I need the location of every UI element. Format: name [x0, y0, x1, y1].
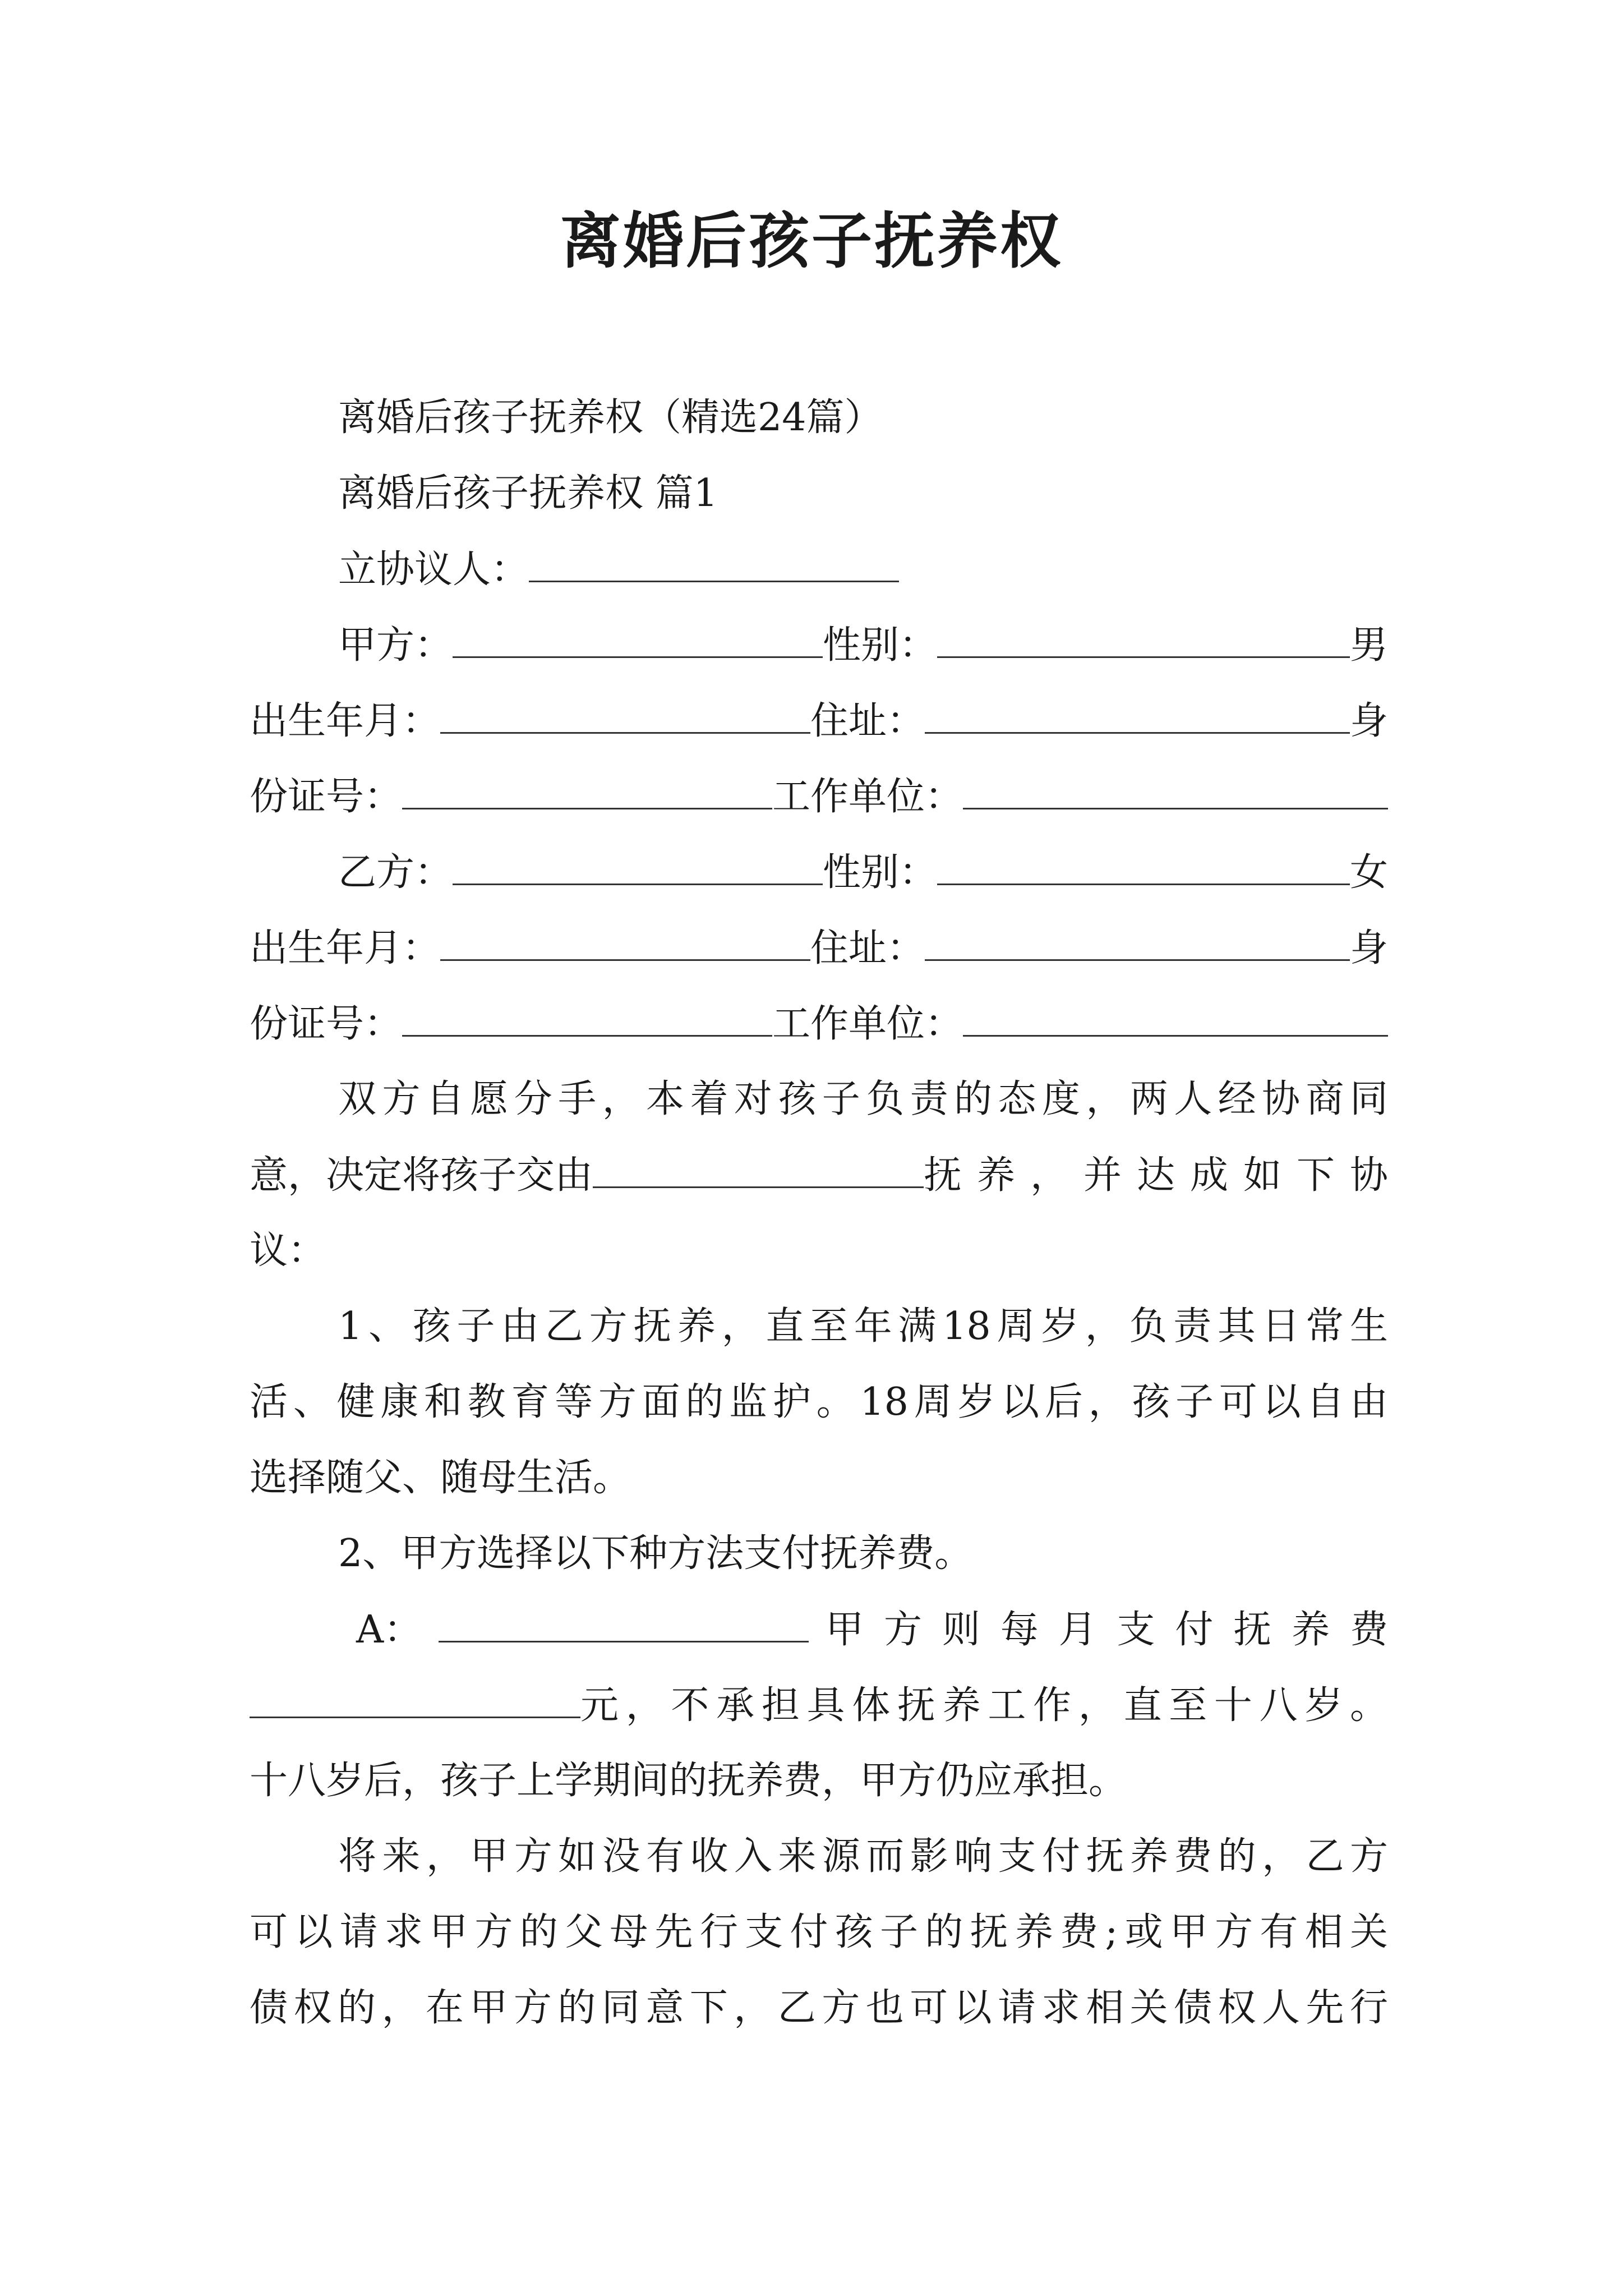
party-intro-label: 立协议人：	[338, 547, 529, 592]
clause1-line2: 活、健康和教育等方面的监护。18周岁以后，孩子可以自由	[250, 1380, 1388, 1424]
party-a-birth-blank[interactable]	[440, 693, 810, 734]
party-a-birth-label: 出生年月：	[250, 699, 441, 743]
party-a-work-label: 工作单位：	[772, 775, 963, 819]
party-a-birth-row	[250, 693, 1388, 749]
clause1-line1: 1、孩子由乙方抚养，直至年满18周岁，负责其日常生	[338, 1304, 1388, 1349]
future-line3: 债权的，在甲方的同意下，乙方也可以请求相关债权人先行	[250, 1986, 1388, 2030]
option-a-row	[250, 1602, 1388, 1658]
party-b-birth-row	[250, 920, 1388, 976]
party-b-gender-blank[interactable]	[937, 844, 1350, 885]
party-a-address-tail: 身	[1349, 699, 1388, 743]
clause2-line1: 2、甲方选择以下种方法支付抚养费。	[338, 1531, 973, 1576]
party-b-id-row	[250, 996, 1388, 1052]
document-title: 离婚后孩子抚养权	[560, 206, 1063, 277]
para1-line2-b: 抚养，并达成如下协	[924, 1153, 1388, 1198]
party-b-work-label: 工作单位：	[772, 1002, 963, 1046]
party-a-address-blank[interactable]	[925, 693, 1350, 734]
party-a-id-label: 份证号：	[250, 775, 403, 819]
party-a-id-row	[250, 769, 1388, 825]
party-a-gender-blank[interactable]	[937, 617, 1350, 658]
party-b-address-tail: 身	[1349, 926, 1388, 970]
option-a-line3: 十八岁后，孩子上学期间的抚养费，甲方仍应承担。	[250, 1759, 1127, 1803]
section-heading: 离婚后孩子抚养权 篇1	[338, 471, 718, 516]
para1-line2-a: 意，决定将孩子交由	[250, 1153, 593, 1198]
party-b-name-blank[interactable]	[453, 844, 823, 885]
monthly-amount-blank[interactable]	[250, 1677, 580, 1718]
party-b-work-blank[interactable]	[963, 996, 1388, 1037]
party-a-work-blank[interactable]	[963, 769, 1388, 809]
option-a-line2-b: 元，不承担具体抚养工作，直至十八岁。	[580, 1683, 1388, 1728]
para1-line2	[250, 1147, 1388, 1203]
party-b-gender-label: 性别：	[823, 850, 938, 895]
party-b-id-blank[interactable]	[402, 996, 772, 1037]
party-a-address-label: 住址：	[810, 699, 925, 743]
party-b-address-label: 住址：	[810, 926, 925, 970]
party-b-gender-tail: 女	[1349, 850, 1388, 895]
party-a-row	[250, 617, 1388, 673]
custodian-blank[interactable]	[593, 1147, 924, 1188]
clause1-line3: 选择随父、随母生活。	[250, 1456, 631, 1500]
party-b-address-blank[interactable]	[925, 920, 1350, 961]
para1-line1: 双方自愿分手，本着对孩子负责的态度，两人经协商同	[338, 1077, 1388, 1121]
party-b-id-label: 份证号：	[250, 1002, 403, 1046]
option-a-line2	[250, 1677, 1388, 1733]
party-intro-blank[interactable]	[529, 541, 899, 582]
para1-line3: 议：	[250, 1228, 326, 1273]
option-a-text1: 甲方则每月支付抚养费	[826, 1608, 1388, 1652]
party-b-birth-blank[interactable]	[440, 920, 810, 961]
party-a-label: 甲方：	[338, 623, 453, 668]
party-b-row	[250, 844, 1388, 900]
party-a-gender-label: 性别：	[823, 623, 938, 668]
party-a-id-blank[interactable]	[402, 769, 772, 809]
option-a-label: A：	[356, 1608, 422, 1652]
party-b-birth-label: 出生年月：	[250, 926, 441, 970]
party-a-gender-tail: 男	[1349, 623, 1388, 668]
option-a-blank[interactable]	[439, 1602, 809, 1642]
subtitle: 离婚后孩子抚养权（精选24篇）	[338, 395, 883, 440]
future-line2: 可以请求甲方的父母先行支付孩子的抚养费;或甲方有相关	[250, 1910, 1388, 1954]
party-a-name-blank[interactable]	[453, 617, 823, 658]
party-intro-row	[250, 541, 1388, 597]
party-b-label: 乙方：	[338, 850, 453, 895]
future-line1: 将来，甲方如没有收入来源而影响支付抚养费的，乙方	[338, 1834, 1388, 1879]
